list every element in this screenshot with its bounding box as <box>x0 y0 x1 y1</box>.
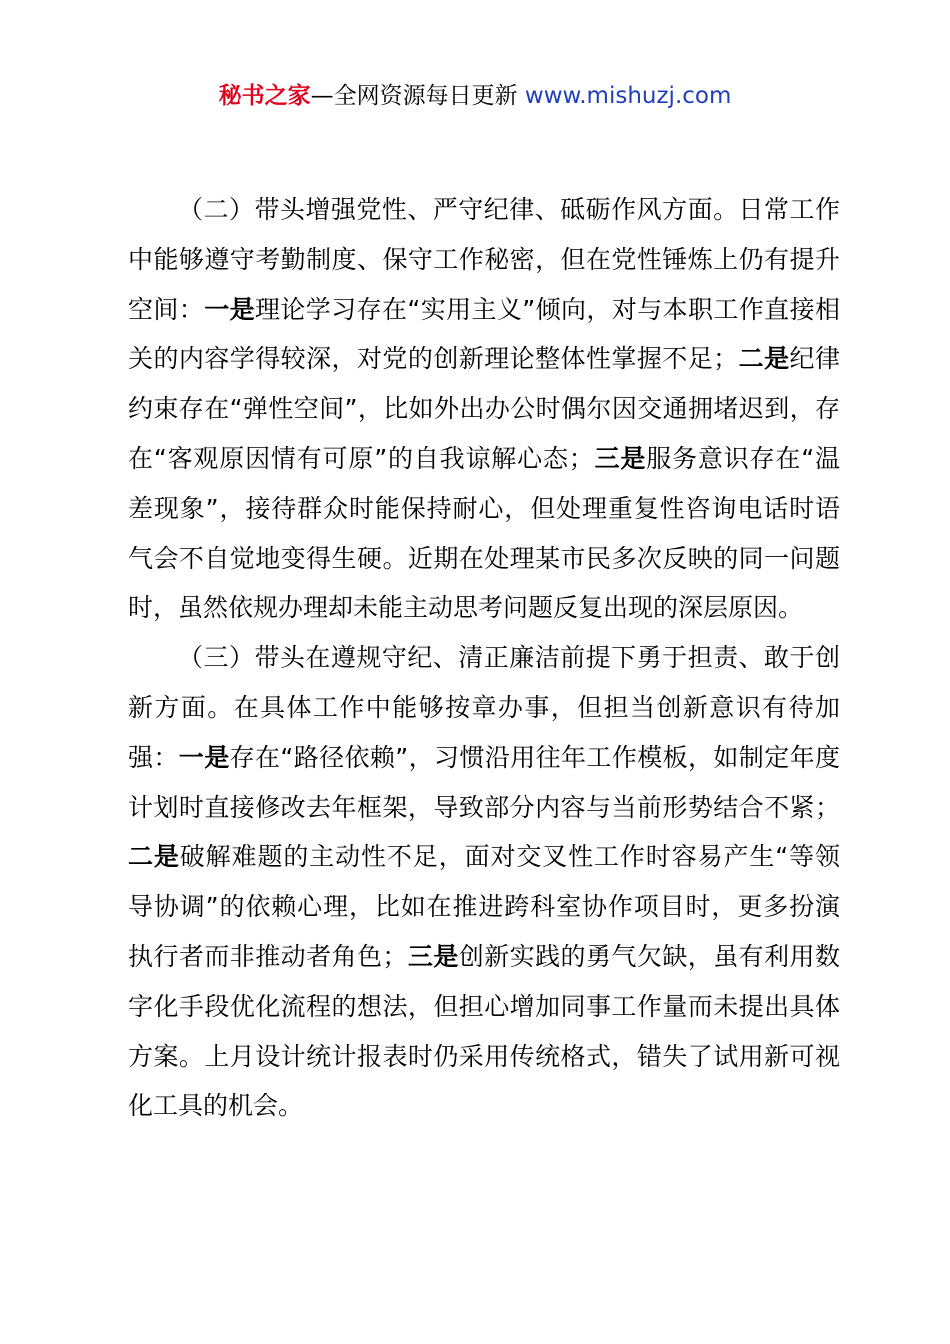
paragraph-text: （三）带头在遵规守纪、清正廉洁前提下勇于担责、敢于创新方面。在具体工作中能够按章办事，但担当创新意识有待加强： <box>128 643 840 772</box>
paragraph-text: 创新实践的勇气欠缺，虽有利用数字化手段优化流程的想法，但担心增加同事工作量而未提出具体方案。上月设计统计报表时仍采用传统格式，错失了试用新可视化工具的机会。 <box>128 941 840 1121</box>
header-brand: 秘书之家 <box>218 83 311 109</box>
paragraph-text: 存在“路径依赖”，习惯沿用往年工作模板，如制定年度计划时直接修改去年框架，导致部分内容与当前形势结合不紧； <box>128 742 840 822</box>
paragraph-text: 纪律约束存在“弹性空间”，比如外出办公时偶尔因交通拥堵迟到，存在“客观原因情有可原”的自我谅解心态； <box>128 344 840 473</box>
bold-marker: 二是 <box>128 842 180 872</box>
paragraph-2 <box>128 185 840 633</box>
paragraph-text: 理论学习存在“实用主义”倾向，对与本职工作直接相关的内容学得较深，对党的创新理论整体性掌握不足； <box>128 294 840 374</box>
bold-marker: 三是 <box>593 443 647 473</box>
bold-marker: 一是 <box>204 294 255 324</box>
bold-marker: 三是 <box>407 941 459 971</box>
paragraph-3 <box>128 633 840 1131</box>
bold-marker: 二是 <box>738 344 790 374</box>
bold-marker: 一是 <box>178 742 230 772</box>
document-body <box>128 185 840 1131</box>
paragraph-text: （二）带头增强党性、严守纪律、砥砺作风方面。日常工作中能够遵守考勤制度、保守工作秘密，但在党性锤炼上仍有提升空间： <box>128 195 840 324</box>
paragraph-text: 服务意识存在“温差现象”，接待群众时能保持耐心，但处理重复性咨询电话时语气会不自觉地变得生硬。近期在处理某市民多次反映的同一问题时，虽然依规办理却未能主动思考问题反复出现的深层原因。 <box>128 443 840 623</box>
header-slogan: —全网资源每日更新 <box>310 83 525 109</box>
page-header <box>0 78 950 114</box>
header-url[interactable]: www.mishuzj.com <box>524 83 732 109</box>
paragraph-text: 破解难题的主动性不足，面对交叉性工作时容易产生“等领导协调”的依赖心理，比如在推进跨科室协作项目时，更多扮演执行者而非推动者角色； <box>128 842 840 971</box>
